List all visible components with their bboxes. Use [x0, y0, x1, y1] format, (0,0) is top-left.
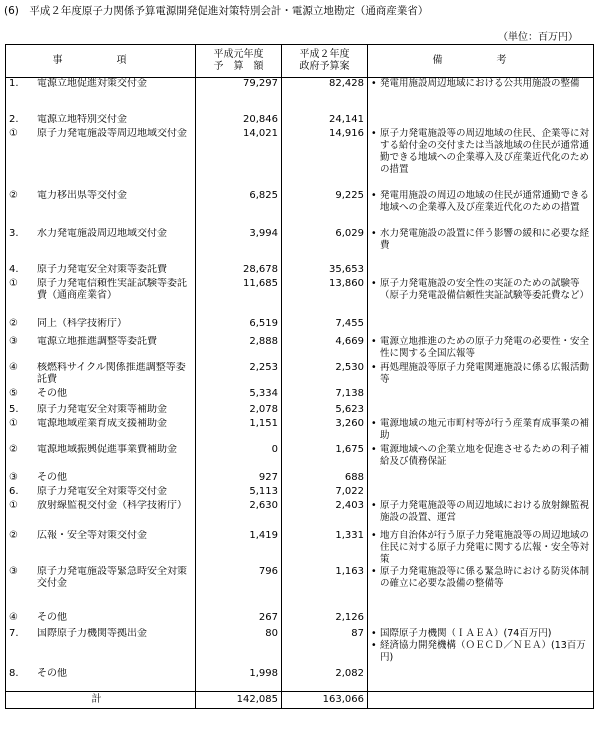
cur-budget-cell: 7,138	[282, 388, 368, 404]
table-row	[6, 190, 594, 228]
header-prev-line2: 予 算 額	[213, 61, 264, 72]
item-label: その他	[37, 667, 67, 679]
item-cell	[6, 444, 196, 472]
note-text: 電源立地推進のための原子力発電の必要性・安全性に関する全国広報等	[380, 335, 590, 359]
item-label: 電源立地促進対策交付金	[37, 78, 147, 89]
note-cell	[368, 228, 594, 264]
prev-budget-cell: 5,334	[196, 388, 282, 404]
prev-budget-cell: 2,630	[196, 500, 282, 530]
table-row	[6, 530, 594, 566]
item-number: 3.	[9, 227, 19, 239]
prev-budget-cell: 3,994	[196, 228, 282, 264]
table-row	[6, 336, 594, 362]
note-cell	[368, 128, 594, 190]
item-cell	[6, 362, 196, 388]
item-number: 1.	[9, 78, 19, 89]
item-label: 放射線監視交付金（科学技術庁）	[37, 499, 187, 511]
header-prev-line1: 平成元年度	[213, 49, 264, 60]
item-cell	[6, 612, 196, 628]
cur-budget-cell: 2,403	[282, 500, 368, 530]
bullet-icon: •	[371, 443, 377, 455]
bullet-icon: •	[371, 639, 377, 651]
table-header-row	[6, 45, 594, 78]
bullet-icon: •	[371, 417, 377, 429]
table-row	[6, 418, 594, 444]
item-label: その他	[37, 471, 67, 483]
item-entry	[9, 530, 192, 542]
note-cell	[368, 530, 594, 566]
prev-budget-cell: 20,846	[196, 114, 282, 128]
item-label: 同上（科学技術庁）	[37, 317, 127, 329]
budget-table	[5, 44, 594, 709]
item-label: 原子力発電安全対策等委託費	[37, 263, 167, 275]
cur-budget-cell: 35,653	[282, 264, 368, 278]
item-number: 2.	[9, 113, 19, 125]
prev-budget-cell: 0	[196, 444, 282, 472]
item-entry	[9, 404, 192, 416]
prev-budget-cell: 14,021	[196, 128, 282, 190]
bullet-icon: •	[371, 227, 377, 239]
item-cell	[6, 500, 196, 530]
item-label: 核燃料サイクル関係推進調整等委託費	[37, 361, 186, 385]
table-row	[6, 628, 594, 668]
item-entry	[9, 318, 192, 330]
note-cell	[368, 486, 594, 500]
item-entry	[9, 444, 192, 456]
item-entry	[9, 336, 192, 348]
item-number: ①	[9, 417, 18, 429]
item-cell	[6, 318, 196, 336]
item-number: 6.	[9, 485, 19, 497]
bullet-icon: •	[371, 335, 377, 347]
note-cell	[368, 278, 594, 318]
header-cur-budget	[282, 45, 368, 78]
item-entry	[9, 472, 192, 484]
item-label: 原子力発電信頼性実証試験等委託費（通商産業省）	[37, 277, 187, 301]
item-label: その他	[37, 387, 67, 399]
note-cell	[368, 472, 594, 486]
item-cell	[6, 388, 196, 404]
item-label: 電力移出県等交付金	[37, 189, 127, 201]
total-prev: 142,085	[196, 692, 282, 709]
cur-budget-cell: 4,669	[282, 336, 368, 362]
cur-budget-cell: 13,860	[282, 278, 368, 318]
prev-budget-cell: 80	[196, 628, 282, 668]
prev-budget-cell: 2,078	[196, 404, 282, 418]
cur-budget-cell: 1,675	[282, 444, 368, 472]
note-bullet	[371, 444, 590, 468]
item-number: 4.	[9, 263, 19, 275]
table-row	[6, 228, 594, 264]
item-cell	[6, 114, 196, 128]
note-bullet	[371, 566, 590, 590]
cur-budget-cell: 87	[282, 628, 368, 668]
prev-budget-cell: 79,297	[196, 78, 282, 114]
cur-budget-cell: 6,029	[282, 228, 368, 264]
note-text: 原子力発電施設等の周辺地域における放射線監視施設の設置、運営	[380, 499, 590, 523]
bullet-icon: •	[371, 627, 377, 639]
prev-budget-cell: 6,825	[196, 190, 282, 228]
note-bullet	[371, 418, 590, 442]
note-text: 原子力発電施設等に係る緊急時における防災体制の確立に必要な設備の整備等	[380, 565, 590, 589]
bullet-icon: •	[371, 529, 377, 541]
table-row	[6, 318, 594, 336]
item-label: 原子力発電安全対策等交付金	[37, 485, 167, 497]
note-cell	[368, 612, 594, 628]
note-bullet	[371, 530, 590, 566]
cur-budget-cell: 82,428	[282, 78, 368, 114]
table-row	[6, 114, 594, 128]
note-cell	[368, 362, 594, 388]
item-cell	[6, 628, 196, 668]
note-text: 電源地域の地元市町村等が行う産業育成事業の補助	[380, 417, 590, 441]
note-cell	[368, 114, 594, 128]
prev-budget-cell: 927	[196, 472, 282, 486]
item-cell	[6, 418, 196, 444]
item-cell	[6, 336, 196, 362]
cur-budget-cell: 7,455	[282, 318, 368, 336]
unit-label: （単位：百万円）	[498, 32, 578, 43]
note-cell	[368, 668, 594, 692]
cur-budget-cell: 24,141	[282, 114, 368, 128]
item-cell	[6, 190, 196, 228]
note-bullet	[371, 336, 590, 360]
item-number: ②	[9, 189, 18, 201]
table-row	[6, 264, 594, 278]
note-bullet	[371, 128, 590, 176]
item-label: 電源立地推進調整等委託費	[37, 335, 157, 347]
table-row	[6, 78, 594, 114]
item-entry	[9, 612, 192, 624]
table-row	[6, 404, 594, 418]
item-entry	[9, 114, 192, 126]
prev-budget-cell: 267	[196, 612, 282, 628]
item-entry	[9, 228, 192, 240]
item-entry	[9, 190, 192, 202]
item-cell	[6, 228, 196, 264]
item-label: 電源地域振興促進事業費補助金	[37, 443, 177, 455]
note-bullet	[371, 228, 590, 252]
table-row	[6, 128, 594, 190]
prev-budget-cell: 11,685	[196, 278, 282, 318]
item-entry	[9, 128, 192, 140]
item-entry	[9, 388, 192, 400]
item-number: 8.	[9, 667, 19, 679]
cur-budget-cell: 2,126	[282, 612, 368, 628]
note-text: 原子力発電施設の安全性の実証のための試験等（原子力発電設備信頼性実証試験等委託費など）	[380, 277, 590, 301]
item-entry	[9, 500, 192, 512]
total-note	[368, 692, 594, 709]
item-cell	[6, 472, 196, 486]
note-cell	[368, 566, 594, 612]
cur-budget-cell: 5,623	[282, 404, 368, 418]
prev-budget-cell: 2,253	[196, 362, 282, 388]
item-label: その他	[37, 611, 67, 623]
item-number: ②	[9, 317, 18, 329]
prev-budget-cell: 1,998	[196, 668, 282, 692]
item-cell	[6, 668, 196, 692]
item-entry	[9, 418, 192, 430]
item-number: ③	[9, 335, 18, 347]
note-text: 国際原子力機関（ＩＡＥＡ）(74百万円)	[380, 627, 552, 639]
item-cell	[6, 128, 196, 190]
item-entry	[9, 628, 192, 640]
cur-budget-cell: 688	[282, 472, 368, 486]
item-label: 水力発電施設周辺地域交付金	[37, 227, 167, 239]
item-number: 7.	[9, 627, 19, 639]
table-row	[6, 444, 594, 472]
item-cell	[6, 278, 196, 318]
item-number: ④	[9, 361, 18, 373]
note-text: 発電用施設周辺地域における公共用施設の整備	[380, 78, 580, 89]
note-text: 再処理施設等原子力発電関連施設に係る広報活動等	[380, 361, 590, 385]
bullet-icon: •	[371, 361, 377, 373]
item-label: 広報・安全等対策交付金	[37, 529, 147, 541]
cur-budget-cell: 1,331	[282, 530, 368, 566]
table-row	[6, 668, 594, 692]
note-bullet	[371, 278, 590, 302]
note-bullet	[371, 628, 590, 640]
note-text: 電源地域への企業立地を促進させるための利子補給及び債務保証	[380, 443, 590, 467]
bullet-icon: •	[371, 565, 377, 577]
item-entry	[9, 278, 192, 302]
item-entry	[9, 362, 192, 386]
prev-budget-cell: 6,519	[196, 318, 282, 336]
item-label: 国際原子力機関等拠出金	[37, 627, 147, 639]
cur-budget-cell: 3,260	[282, 418, 368, 444]
note-cell	[368, 388, 594, 404]
prev-budget-cell: 796	[196, 566, 282, 612]
prev-budget-cell: 28,678	[196, 264, 282, 278]
item-cell	[6, 264, 196, 278]
table-row	[6, 362, 594, 388]
prev-budget-cell: 5,113	[196, 486, 282, 500]
note-cell	[368, 190, 594, 228]
item-cell	[6, 404, 196, 418]
item-cell	[6, 530, 196, 566]
prev-budget-cell: 1,419	[196, 530, 282, 566]
cur-budget-cell: 1,163	[282, 566, 368, 612]
note-bullet	[371, 640, 590, 664]
cur-budget-cell: 14,916	[282, 128, 368, 190]
item-entry	[9, 566, 192, 590]
note-cell	[368, 78, 594, 114]
note-cell	[368, 500, 594, 530]
note-text: 経済協力開発機構（ＯＥＣＤ／ＮＥＡ）(13百万円)	[380, 639, 586, 663]
note-cell	[368, 418, 594, 444]
item-entry	[9, 486, 192, 498]
item-number: ③	[9, 471, 18, 483]
document-title: (6) 平成２年度原子力関係予算電源開発促進対策特別会計・電源立地勘定（通商産業省）	[4, 5, 429, 17]
bullet-icon: •	[371, 127, 377, 139]
total-row	[6, 692, 594, 709]
prev-budget-cell: 1,151	[196, 418, 282, 444]
item-cell	[6, 78, 196, 114]
item-number: ①	[9, 127, 18, 139]
note-cell	[368, 628, 594, 668]
note-bullet	[371, 190, 590, 214]
prev-budget-cell: 2,888	[196, 336, 282, 362]
note-cell	[368, 264, 594, 278]
item-label: 電源立地特別交付金	[37, 113, 127, 125]
bullet-icon: •	[371, 189, 377, 201]
cur-budget-cell: 9,225	[282, 190, 368, 228]
note-text: 地方自治体が行う原子力発電施設等の周辺地域の住民に対する原子力発電に関する広報・安全等対策	[380, 529, 590, 565]
note-cell	[368, 318, 594, 336]
item-entry	[9, 78, 192, 90]
total-label: 計	[6, 692, 196, 709]
item-label: 原子力発電施設等緊急時安全対策交付金	[37, 565, 187, 589]
note-cell	[368, 336, 594, 362]
note-text: 水力発電施設の設置に伴う影響の緩和に必要な経費	[380, 227, 590, 251]
table-row	[6, 566, 594, 612]
item-number: ②	[9, 529, 18, 541]
item-number: ①	[9, 499, 18, 511]
total-cur: 163,066	[282, 692, 368, 709]
table-row	[6, 500, 594, 530]
cur-budget-cell: 7,022	[282, 486, 368, 500]
item-cell	[6, 486, 196, 500]
table-row	[6, 388, 594, 404]
item-number: ⑤	[9, 387, 18, 399]
note-text: 原子力発電施設等の周辺地域の住民、企業等に対する給付金の交付または当該地域の住民が通常通勤できる地域への企業導入及び産業近代化のための措置	[380, 127, 590, 175]
item-entry	[9, 264, 192, 276]
item-entry	[9, 668, 192, 680]
item-number: ④	[9, 611, 18, 623]
table-row	[6, 472, 594, 486]
note-bullet	[371, 362, 590, 386]
note-cell	[368, 444, 594, 472]
header-item: 事 項	[6, 45, 196, 78]
item-number: ③	[9, 565, 18, 577]
note-bullet	[371, 500, 590, 524]
bullet-icon: •	[371, 277, 377, 289]
item-label: 原子力発電施設等周辺地域交付金	[37, 127, 187, 139]
table-body	[6, 78, 594, 692]
header-prev-budget	[196, 45, 282, 78]
table-row	[6, 612, 594, 628]
item-cell	[6, 566, 196, 612]
header-note: 備 考	[368, 45, 594, 78]
bullet-icon: •	[371, 78, 377, 89]
note-bullet	[371, 78, 590, 90]
table-row	[6, 278, 594, 318]
table-row	[6, 486, 594, 500]
cur-budget-cell: 2,530	[282, 362, 368, 388]
item-number: ①	[9, 277, 18, 289]
item-number: ②	[9, 443, 18, 455]
header-cur-line1: 平成２年度	[299, 49, 350, 60]
bullet-icon: •	[371, 499, 377, 511]
note-cell	[368, 404, 594, 418]
note-text: 発電用施設の周辺の地域の住民が通常通勤できる地域への企業導入及び産業近代化のための措置	[380, 189, 590, 213]
item-number: 5.	[9, 403, 19, 415]
header-cur-line2: 政府予算案	[299, 61, 350, 72]
item-label: 電源地域産業育成支援補助金	[37, 417, 167, 429]
cur-budget-cell: 2,082	[282, 668, 368, 692]
item-label: 原子力発電安全対策等補助金	[37, 403, 167, 415]
